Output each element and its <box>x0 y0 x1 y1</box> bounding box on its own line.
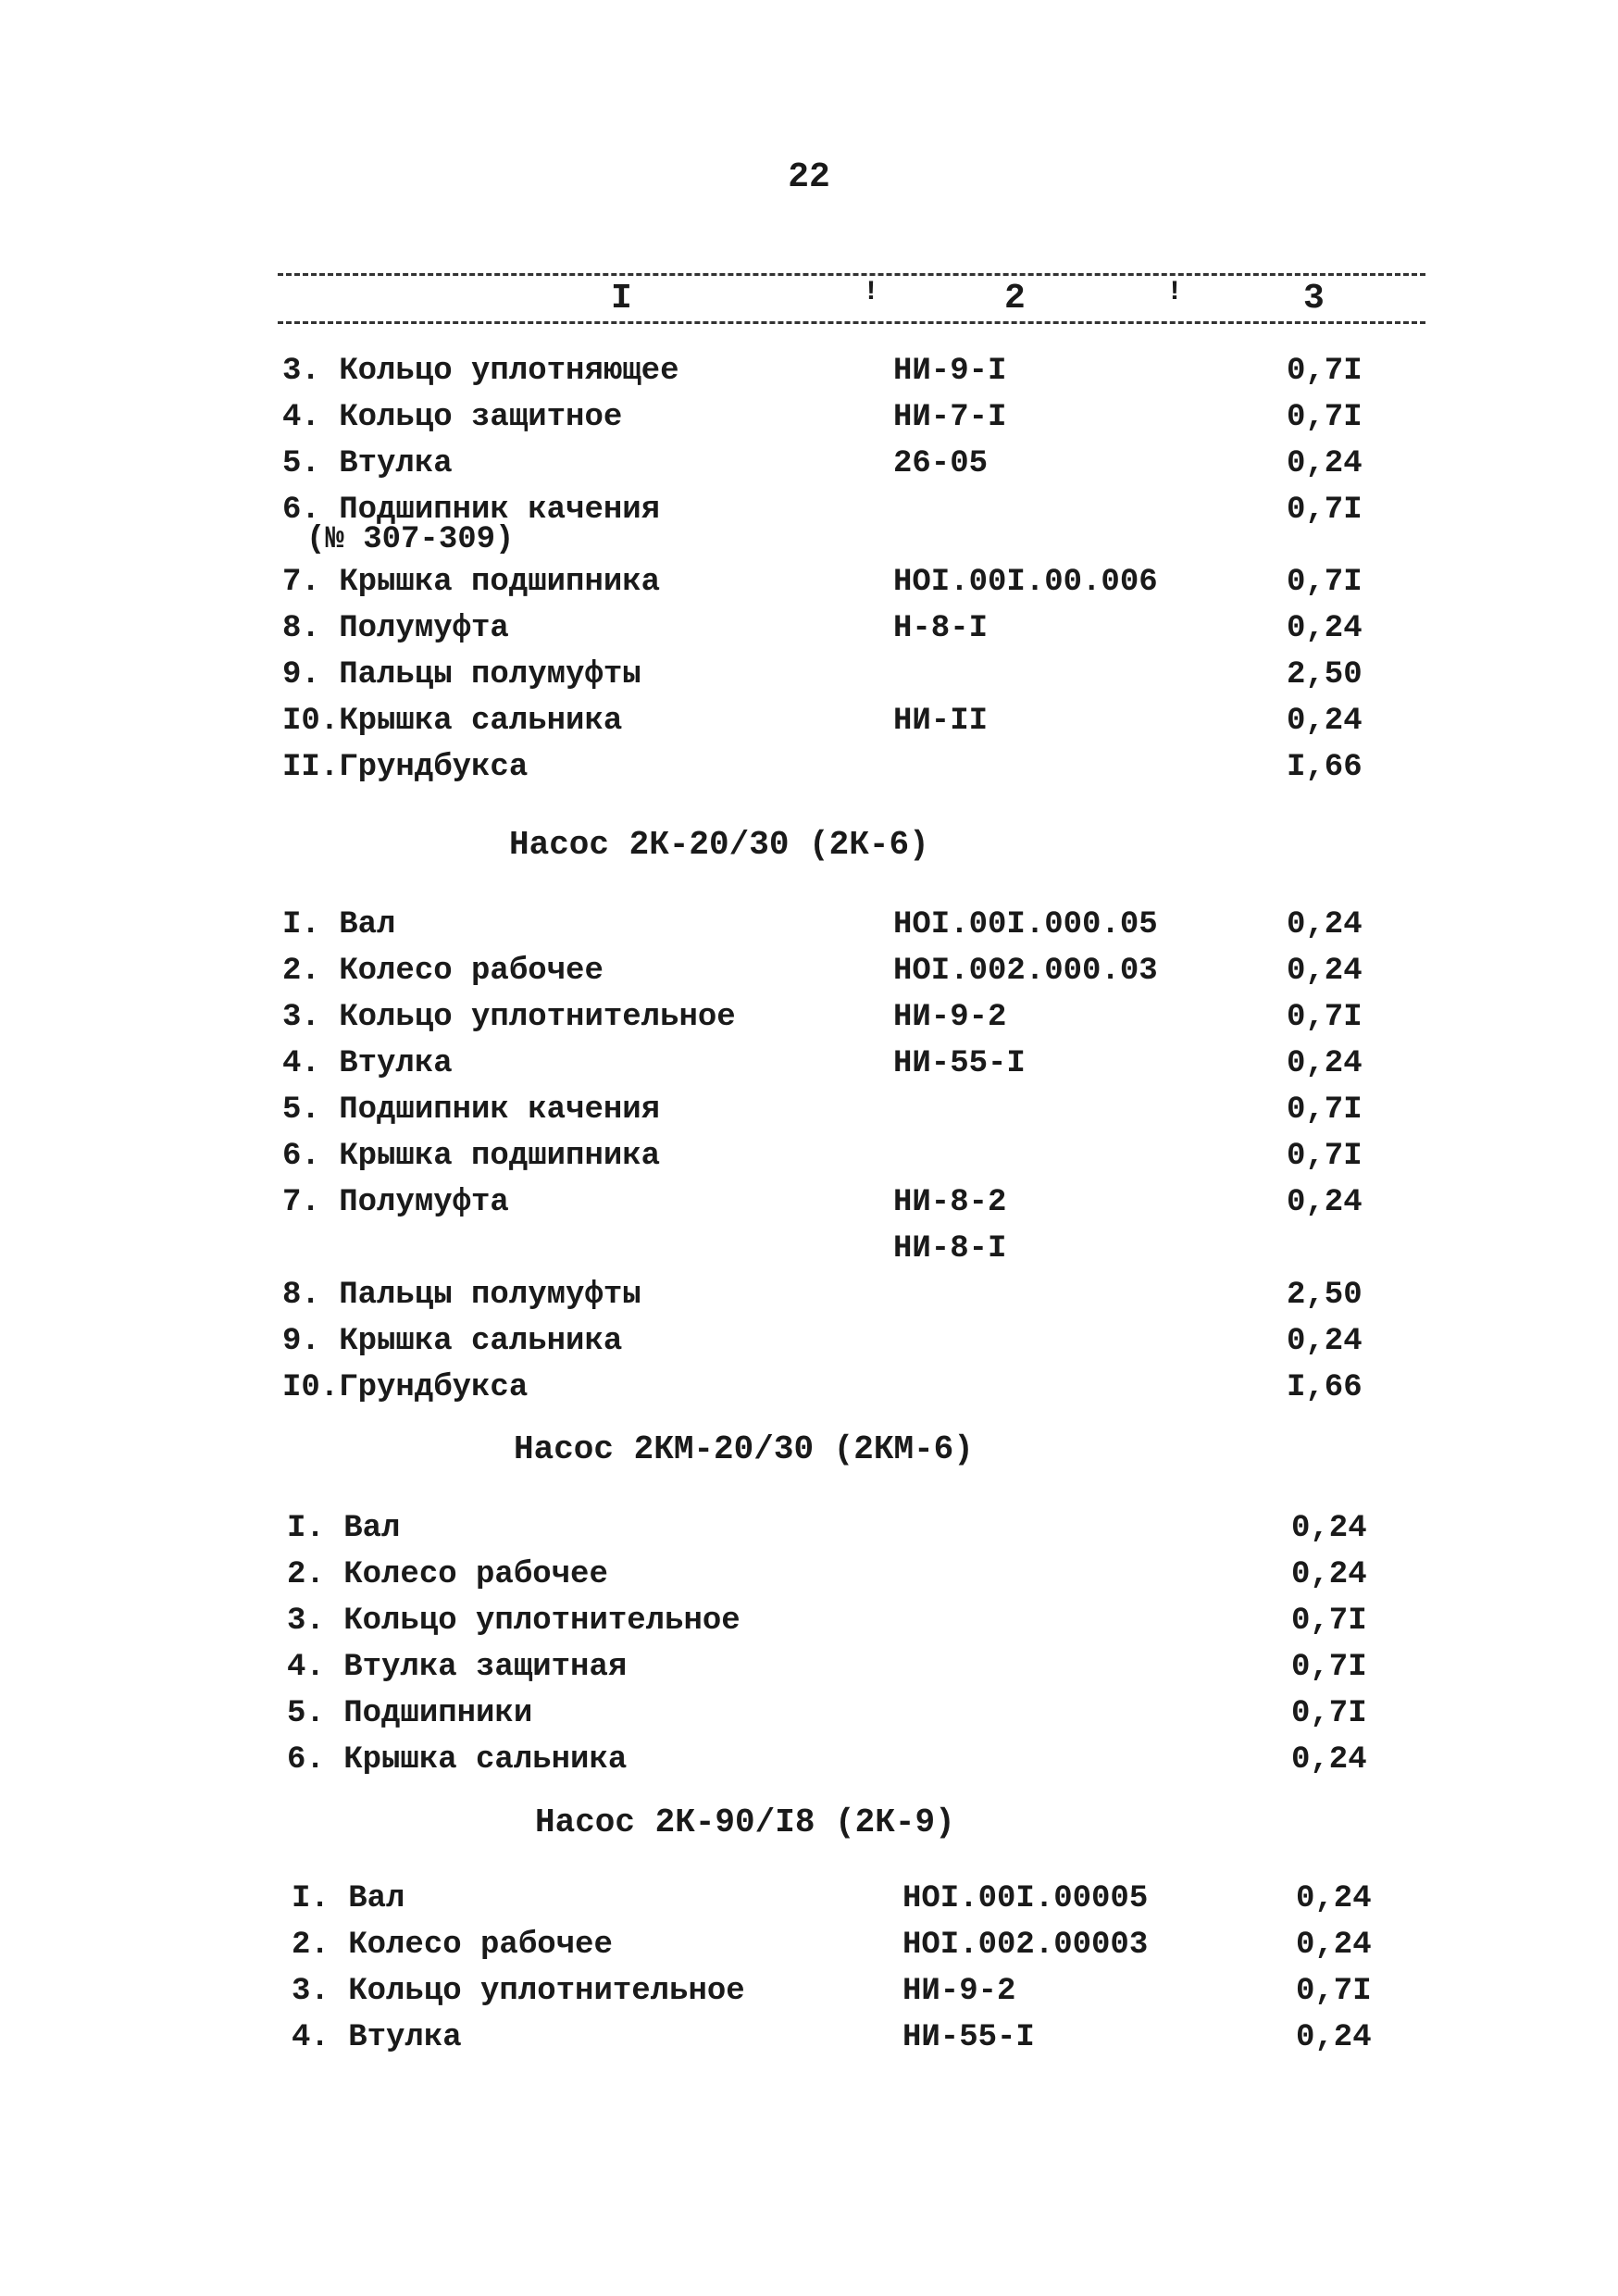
part-name-sub: (№ 307-309) <box>306 522 515 557</box>
part-value: 0,7I <box>1296 1974 1372 2009</box>
part-name: 2. Колесо рабочее <box>292 1928 613 1963</box>
part-name: 7. Полумуфта <box>282 1185 509 1220</box>
part-code: НОI.00I.00005 <box>902 1881 1149 1916</box>
part-name: 5. Подшипники <box>287 1696 533 1731</box>
part-name: 9. Пальцы полумуфты <box>282 657 641 693</box>
part-value: I,66 <box>1287 750 1363 785</box>
part-code: НИ-55-I <box>893 1046 1026 1081</box>
part-name: 5. Втулка <box>282 446 453 481</box>
part-name <box>282 493 661 557</box>
part-value: 0,7I <box>1287 493 1363 528</box>
header-bottom-rule <box>278 321 1425 324</box>
part-value: 0,7I <box>1287 400 1363 435</box>
part-name: 4. Втулка защитная <box>287 1650 628 1685</box>
part-name: 3. Кольцо уплотняющее <box>282 354 679 389</box>
header-col-1: I <box>611 279 632 318</box>
part-value: 0,7I <box>1287 1139 1363 1174</box>
part-value: 0,24 <box>1287 446 1363 481</box>
part-code: НИ-II <box>893 704 989 739</box>
header-top-rule <box>278 273 1425 276</box>
section-title: Насос 2КМ-20/30 (2КМ-6) <box>514 1430 974 1468</box>
part-name: 4. Втулка <box>282 1046 453 1081</box>
part-name-main: 6. Подшипник качения <box>282 493 661 528</box>
part-name: I0.Крышка сальника <box>282 704 623 739</box>
header-col-3: 3 <box>1303 279 1325 318</box>
part-code: НИ-9-2 <box>893 1000 1007 1035</box>
part-name: 5. Подшипник качения <box>282 1092 661 1128</box>
part-value: 0,7I <box>1291 1696 1367 1731</box>
part-code: НИ-8-2 <box>893 1185 1007 1220</box>
page-number: 22 <box>788 157 830 197</box>
part-value: 0,24 <box>1287 1324 1363 1359</box>
part-value: 0,24 <box>1287 1046 1363 1081</box>
part-value: 0,24 <box>1296 1881 1372 1916</box>
part-value: 0,24 <box>1287 611 1363 646</box>
part-value: 0,24 <box>1291 1742 1367 1778</box>
part-code: НИ-9-I <box>893 354 1007 389</box>
part-name: 2. Колесо рабочее <box>282 954 604 989</box>
part-code: НИ-55-I <box>902 2020 1035 2055</box>
part-code: НОI.002.000.03 <box>893 954 1158 989</box>
part-name: 3. Кольцо уплотнительное <box>282 1000 736 1035</box>
part-value: 0,24 <box>1287 1185 1363 1220</box>
part-value: 2,50 <box>1287 657 1363 693</box>
part-value: 0,7I <box>1287 565 1363 600</box>
part-value: 0,24 <box>1291 1557 1367 1592</box>
part-name: I. Вал <box>282 907 396 942</box>
part-value: 0,24 <box>1291 1511 1367 1546</box>
part-name: 6. Крышка сальника <box>287 1742 628 1778</box>
part-name: 6. Крышка подшипника <box>282 1139 661 1174</box>
part-name: I. Вал <box>287 1511 401 1546</box>
part-value: 0,7I <box>1291 1650 1367 1685</box>
part-name: 3. Кольцо уплотнительное <box>287 1603 741 1639</box>
part-name: 9. Крышка сальника <box>282 1324 623 1359</box>
part-name: I0.Грундбукса <box>282 1370 529 1405</box>
part-code: НОI.00I.00.006 <box>893 565 1158 600</box>
header-col-2: 2 <box>1004 279 1026 318</box>
part-code: НИ-9-2 <box>902 1974 1016 2009</box>
part-value: 0,7I <box>1287 1000 1363 1035</box>
part-name: 8. Пальцы полумуфты <box>282 1278 641 1313</box>
part-value: 0,24 <box>1296 1928 1372 1963</box>
part-value: 0,24 <box>1287 907 1363 942</box>
part-value: 0,7I <box>1287 354 1363 389</box>
table-header <box>278 264 1425 329</box>
part-code: НОI.002.00003 <box>902 1928 1149 1963</box>
part-code: НИ-7-I <box>893 400 1007 435</box>
part-name: II.Грундбукса <box>282 750 529 785</box>
header-separator: ! <box>1166 277 1184 308</box>
part-code: Н-8-I <box>893 611 989 646</box>
section-title: Насос 2К-90/I8 (2К-9) <box>535 1803 955 1841</box>
part-name: I. Вал <box>292 1881 405 1916</box>
header-separator: ! <box>863 277 880 308</box>
part-code: НИ-8-I <box>893 1231 1007 1267</box>
part-name: 3. Кольцо уплотнительное <box>292 1974 745 2009</box>
part-value: 0,24 <box>1296 2020 1372 2055</box>
section-title: Насос 2К-20/30 (2К-6) <box>509 826 929 864</box>
part-name: 4. Кольцо защитное <box>282 400 623 435</box>
part-value: I,66 <box>1287 1370 1363 1405</box>
part-value: 0,24 <box>1287 704 1363 739</box>
part-code: НОI.00I.000.05 <box>893 907 1158 942</box>
part-value: 0,24 <box>1287 954 1363 989</box>
part-name: 4. Втулка <box>292 2020 462 2055</box>
part-value: 2,50 <box>1287 1278 1363 1313</box>
part-name: 2. Колесо рабочее <box>287 1557 608 1592</box>
part-value: 0,7I <box>1287 1092 1363 1128</box>
part-name: 7. Крышка подшипника <box>282 565 661 600</box>
part-value: 0,7I <box>1291 1603 1367 1639</box>
part-name: 8. Полумуфта <box>282 611 509 646</box>
part-code: 26-05 <box>893 446 989 481</box>
